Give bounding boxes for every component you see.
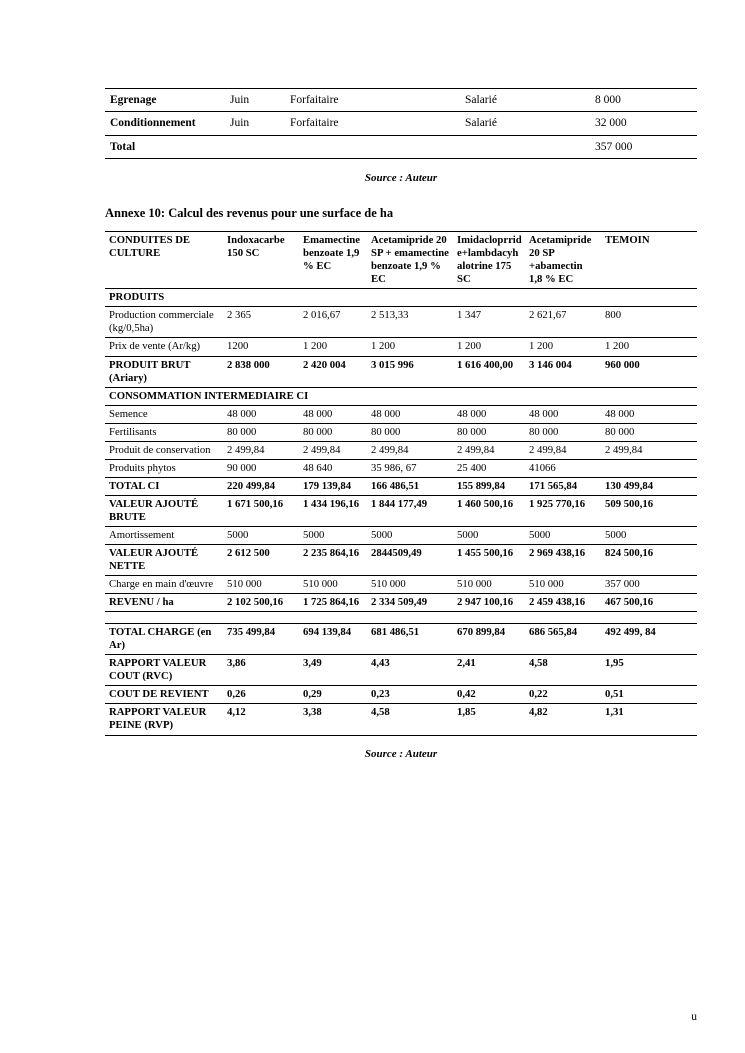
row-value: 0,51: [601, 686, 697, 704]
row-value: 2,41: [453, 655, 525, 686]
row-value: 1 200: [367, 338, 453, 356]
row-label: VALEUR AJOUTÉ NETTE: [105, 545, 223, 576]
row-value: 800: [601, 307, 697, 338]
row-value: 155 899,84: [453, 477, 525, 495]
row-value: 41066: [525, 459, 601, 477]
row-value: 824 500,16: [601, 545, 697, 576]
row-value: 467 500,16: [601, 594, 697, 612]
row-label: Charge en main d'œuvre: [105, 576, 223, 594]
row-value: 1 434 196,16: [299, 495, 367, 526]
row-label: CONSOMMATION INTERMEDIAIRE CI: [105, 387, 697, 405]
row-value: 3 146 004: [525, 356, 601, 387]
row-status: Salarié: [460, 112, 590, 135]
source-caption-top: Source : Auteur: [364, 172, 438, 185]
column-header-imidaclopride: Imidacloprride+lambdacyhalotrine 175 SC: [453, 232, 525, 289]
table-row-spacer: [105, 612, 697, 624]
row-value: 2 420 004: [299, 356, 367, 387]
row-label: PRODUITS: [105, 289, 697, 307]
row-value: 1 200: [601, 338, 697, 356]
table-row: [105, 459, 697, 477]
row-value: 5000: [299, 526, 367, 544]
row-value: 694 139,84: [299, 624, 367, 655]
table-row: [105, 338, 697, 356]
row-value: 2 334 509,49: [367, 594, 453, 612]
row-value: [601, 459, 697, 477]
table-row: [105, 704, 697, 735]
table-row: [105, 526, 697, 544]
row-value: 2 969 438,16: [525, 545, 601, 576]
row-value: 1 725 864,16: [299, 594, 367, 612]
row-value: 80 000: [299, 423, 367, 441]
table-row: [105, 405, 697, 423]
row-value: 510 000: [525, 576, 601, 594]
row-value: 2 459 438,16: [525, 594, 601, 612]
row-value: 1 455 500,16: [453, 545, 525, 576]
row-value: 1 347: [453, 307, 525, 338]
row-value: 48 000: [367, 405, 453, 423]
row-month: [225, 135, 285, 158]
revenue-table-body: [105, 289, 697, 735]
row-label: Egrenage: [105, 89, 225, 112]
row-value: 735 499,84: [223, 624, 299, 655]
annex-title: Annexe 10: Calcul des revenus pour une surface de ha: [105, 206, 394, 221]
row-value: 510 000: [367, 576, 453, 594]
row-value: 2 499,84: [601, 441, 697, 459]
row-month: Juin: [225, 112, 285, 135]
row-label: Prix de vente (Ar/kg): [105, 338, 223, 356]
row-value: 2 499,84: [525, 441, 601, 459]
row-value: 5000: [453, 526, 525, 544]
row-value: 2 499,84: [453, 441, 525, 459]
row-value: 48 000: [453, 405, 525, 423]
row-label: VALEUR AJOUTÉ BRUTE: [105, 495, 223, 526]
row-value: 2 621,67: [525, 307, 601, 338]
table-row: [105, 624, 697, 655]
row-value: 3,38: [299, 704, 367, 735]
table-row: [105, 576, 697, 594]
row-value: 2 612 500: [223, 545, 299, 576]
table-row-section: [105, 387, 697, 405]
row-label: PRODUIT BRUT (Ariary): [105, 356, 223, 387]
row-value: 5000: [525, 526, 601, 544]
row-value: 5000: [223, 526, 299, 544]
table-row: [105, 594, 697, 612]
header-row: [105, 232, 697, 289]
row-status: [460, 135, 590, 158]
row-amount: 357 000: [590, 135, 697, 158]
row-value: 179 139,84: [299, 477, 367, 495]
table-row: [105, 477, 697, 495]
row-type: Forfaitaire: [285, 112, 460, 135]
row-label: Produits phytos: [105, 459, 223, 477]
row-value: 1 460 500,16: [453, 495, 525, 526]
row-value: 130 499,84: [601, 477, 697, 495]
table-row: [105, 356, 697, 387]
row-value: 0,26: [223, 686, 299, 704]
table-row: [105, 112, 697, 135]
row-value: 80 000: [367, 423, 453, 441]
row-label: RAPPORT VALEUR COUT (RVC): [105, 655, 223, 686]
row-value: 2 947 100,16: [453, 594, 525, 612]
table-row-section: [105, 289, 697, 307]
row-value: 80 000: [601, 423, 697, 441]
row-value: 1 844 177,49: [367, 495, 453, 526]
row-value: 1 200: [453, 338, 525, 356]
row-value: 4,12: [223, 704, 299, 735]
revenue-table-head: [105, 232, 697, 289]
row-value: 4,43: [367, 655, 453, 686]
row-value: 90 000: [223, 459, 299, 477]
row-value: 4,58: [367, 704, 453, 735]
row-value: 510 000: [453, 576, 525, 594]
row-value: 80 000: [453, 423, 525, 441]
row-value: 2 838 000: [223, 356, 299, 387]
row-value: 80 000: [223, 423, 299, 441]
row-value: 1,31: [601, 704, 697, 735]
revenue-table: [105, 231, 697, 735]
row-value: 492 499, 84: [601, 624, 697, 655]
row-value: 510 000: [299, 576, 367, 594]
table-row: [105, 655, 697, 686]
table-row: [105, 307, 697, 338]
row-value: 686 565,84: [525, 624, 601, 655]
row-value: 681 486,51: [367, 624, 453, 655]
row-value: 48 000: [601, 405, 697, 423]
row-value: 25 400: [453, 459, 525, 477]
row-label: TOTAL CHARGE (en Ar): [105, 624, 223, 655]
row-type: Forfaitaire: [285, 89, 460, 112]
row-value: 2 365: [223, 307, 299, 338]
row-value: 2 235 864,16: [299, 545, 367, 576]
source-caption-bottom: Source : Auteur: [364, 747, 438, 760]
row-value: 0,23: [367, 686, 453, 704]
row-value: 48 640: [299, 459, 367, 477]
row-label: RAPPORT VALEUR PEINE (RVP): [105, 704, 223, 735]
row-value: 48 000: [299, 405, 367, 423]
row-label: REVENU / ha: [105, 594, 223, 612]
row-value: 2 499,84: [223, 441, 299, 459]
table-row: [105, 495, 697, 526]
row-label: Production commerciale (kg/0,5ha): [105, 307, 223, 338]
row-value: 2 102 500,16: [223, 594, 299, 612]
row-label: Semence: [105, 405, 223, 423]
row-value: 2844509,49: [367, 545, 453, 576]
row-label: TOTAL CI: [105, 477, 223, 495]
table-row: [105, 441, 697, 459]
row-value: 4,82: [525, 704, 601, 735]
row-value: 1 616 400,00: [453, 356, 525, 387]
table-row: [105, 545, 697, 576]
row-value: 0,29: [299, 686, 367, 704]
row-value: 1,95: [601, 655, 697, 686]
continuation-table-body: [105, 89, 697, 159]
row-value: 48 000: [525, 405, 601, 423]
row-status: Salarié: [460, 89, 590, 112]
row-label: COUT DE REVIENT: [105, 686, 223, 704]
row-amount: 8 000: [590, 89, 697, 112]
row-value: 670 899,84: [453, 624, 525, 655]
row-value: 1,85: [453, 704, 525, 735]
row-value: 5000: [367, 526, 453, 544]
row-value: 0,42: [453, 686, 525, 704]
row-value: 1200: [223, 338, 299, 356]
continuation-table: [105, 88, 697, 159]
column-header-acetamipride-emamectine: Acetamipride 20 SP + emamectine benzoate 1,9 % EC: [367, 232, 453, 289]
table-row: [105, 89, 697, 112]
row-amount: 32 000: [590, 112, 697, 135]
row-label: Conditionnement: [105, 112, 225, 135]
row-value: 3 015 996: [367, 356, 453, 387]
row-value: 2 499,84: [367, 441, 453, 459]
page-marker: u: [691, 1011, 697, 1023]
row-value: 2 499,84: [299, 441, 367, 459]
row-type: [285, 135, 460, 158]
row-label: Produit de conservation: [105, 441, 223, 459]
row-value: 5000: [601, 526, 697, 544]
row-month: Juin: [225, 89, 285, 112]
row-label: Fertilisants: [105, 423, 223, 441]
column-header-emamectine: Emamectine benzoate 1,9 % EC: [299, 232, 367, 289]
row-value: 357 000: [601, 576, 697, 594]
column-header-indoxacarbe: Indoxacarbe 150 SC: [223, 232, 299, 289]
row-value: 166 486,51: [367, 477, 453, 495]
table-row: [105, 423, 697, 441]
row-value: 960 000: [601, 356, 697, 387]
row-value: 510 000: [223, 576, 299, 594]
table-row: [105, 686, 697, 704]
column-header-acetamipride-abamectin: Acetamipride 20 SP +abamectin 1,8 % EC: [525, 232, 601, 289]
row-value: 509 500,16: [601, 495, 697, 526]
row-value: 0,22: [525, 686, 601, 704]
column-header-conduites: CONDUITES DE CULTURE: [105, 232, 223, 289]
table-row-total: [105, 135, 697, 158]
row-value: 220 499,84: [223, 477, 299, 495]
row-value: 35 986, 67: [367, 459, 453, 477]
row-label: Total: [105, 135, 225, 158]
row-value: 3,49: [299, 655, 367, 686]
row-value: 171 565,84: [525, 477, 601, 495]
row-value: 80 000: [525, 423, 601, 441]
row-value: 2 016,67: [299, 307, 367, 338]
column-header-temoin: TEMOIN: [601, 232, 697, 289]
row-value: 1 925 770,16: [525, 495, 601, 526]
row-value: 4,58: [525, 655, 601, 686]
row-value: 3,86: [223, 655, 299, 686]
row-value: 1 200: [525, 338, 601, 356]
row-value: 1 200: [299, 338, 367, 356]
row-value: 1 671 500,16: [223, 495, 299, 526]
row-label: Amortissement: [105, 526, 223, 544]
row-value: 2 513,33: [367, 307, 453, 338]
row-value: 48 000: [223, 405, 299, 423]
